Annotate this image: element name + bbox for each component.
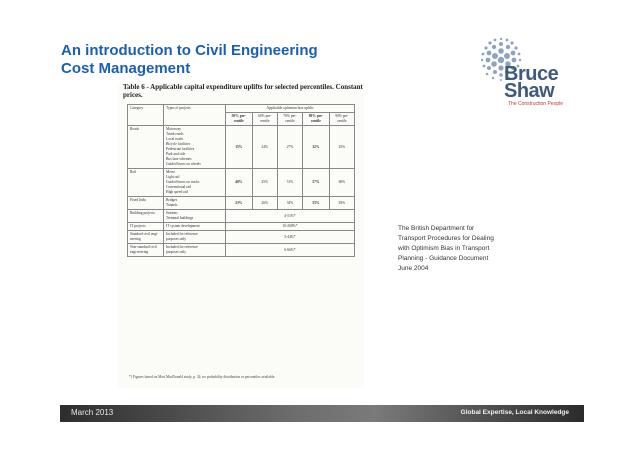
table-header-row [128, 105, 355, 113]
table-title: Table 6 - Applicable capital expenditure uplifts for selected percentiles. Constant prices. [123, 83, 363, 99]
cell-category: Non-standard civil engi-neering [128, 244, 164, 257]
table-row [128, 231, 355, 244]
cell-value: 26% [252, 197, 277, 210]
table-row [128, 223, 355, 231]
cell-types [164, 197, 226, 210]
project-type: purposes only [166, 237, 187, 241]
project-type: Bus lane schemes [166, 157, 192, 161]
slide-title [61, 42, 361, 78]
cell-value: 45% [252, 169, 277, 197]
logo-tagline: The Construction People [508, 101, 564, 107]
cell-types [164, 223, 226, 231]
project-type: IT system development [166, 224, 200, 228]
cell-types [164, 210, 226, 223]
project-type: Guided buses on wheels [166, 162, 201, 166]
cell-value: 57% [303, 169, 330, 197]
cell-value: 68% [329, 169, 354, 197]
project-type: High speed rail [166, 190, 188, 194]
project-type: Light rail [166, 175, 180, 179]
project-type: Trunk roads [166, 132, 184, 136]
cell-value: 83% [329, 197, 354, 210]
table-row [128, 169, 355, 197]
project-type: Terminal buildings [166, 216, 194, 220]
slide-title-line-1: An introduction to Civil Engineering [61, 42, 318, 59]
logo-word-shaw: Shaw [504, 80, 555, 102]
optimism-bias-table [127, 104, 355, 257]
slide-title-line-2: Cost Management [61, 60, 191, 77]
caption-line: Planning - Guidance Document [398, 255, 489, 262]
cell-value: 23% [226, 197, 253, 210]
table-row [128, 126, 355, 169]
project-type: Local roads [166, 137, 183, 141]
project-type: Included for reference [166, 245, 198, 249]
cell-category: Standard civil engi-neering [128, 231, 164, 244]
logo-word-bruce: Bruce [504, 63, 559, 85]
source-caption [398, 224, 528, 274]
cell-value: 27% [277, 126, 302, 169]
table-row [128, 244, 355, 257]
project-type: Park and ride [166, 152, 186, 156]
cell-value: 45% [329, 126, 354, 169]
project-type: Tunnels [166, 203, 178, 207]
project-type: Bridges [166, 198, 178, 202]
project-type: purposes only [166, 250, 187, 254]
project-type: Guided buses on tracks [166, 180, 200, 184]
header-percentile: 70% per-centile [277, 113, 302, 126]
footer-date: March 2013 [71, 408, 114, 417]
cell-types [164, 231, 226, 244]
cell-value: 40% [226, 169, 253, 197]
project-type: Included for reference [166, 232, 198, 236]
cell-types [164, 169, 226, 197]
header-category: Category [128, 105, 164, 126]
caption-line: with Optimism Bias in Transport [398, 245, 490, 252]
cell-range: 4-51%* [226, 210, 355, 223]
header-percentile: 60% per-centile [252, 113, 277, 126]
cell-types [164, 244, 226, 257]
header-percentile: 50% per-centile [226, 113, 253, 126]
cell-category: Rail [128, 169, 164, 197]
caption-line: Transport Procedures for Dealing [398, 235, 494, 242]
cell-value: 51% [277, 169, 302, 197]
cell-category: Fixed links [128, 197, 164, 210]
caption-line: The British Department for [398, 225, 475, 232]
cell-range: 10-200%* [226, 223, 355, 231]
cell-value: 55% [303, 197, 330, 210]
header-percentile: 90% per-centile [329, 113, 354, 126]
cell-category: Roads [128, 126, 164, 169]
project-type: Pedestrian facilities [166, 147, 195, 151]
cell-value: 32% [303, 126, 330, 169]
caption-line: June 2004 [398, 265, 429, 272]
scanned-document [118, 83, 364, 388]
project-type: Conventional rail [166, 185, 192, 189]
cell-value: 24% [252, 126, 277, 169]
cell-value: 15% [226, 126, 253, 169]
footer-slogan: Global Expertise, Local Knowledge [460, 409, 569, 416]
cell-types [164, 126, 226, 169]
cell-category: Building projects [128, 210, 164, 223]
cell-range: 3-44%* [226, 231, 355, 244]
table-row [128, 197, 355, 210]
header-uplifts: Applicable optimism bias uplifts [226, 105, 355, 113]
project-type: Motorway [166, 127, 181, 131]
table-row [128, 210, 355, 223]
header-types: Types of projects [164, 105, 226, 126]
table-footnote: *) Figures based on Mott MacDonald study, p. 32; no probability distribution or percentiles available. [129, 375, 276, 379]
project-type: Stations [166, 211, 178, 215]
cell-range: 6-66%* [226, 244, 355, 257]
footer-bar [60, 405, 584, 422]
cell-value: 34% [277, 197, 302, 210]
header-percentile: 80% per-centile [303, 113, 330, 126]
cell-category: IT projects [128, 223, 164, 231]
project-type: Bicycle facilities [166, 142, 191, 146]
project-type: Metro [166, 170, 175, 174]
bruce-shaw-logo [476, 28, 586, 108]
